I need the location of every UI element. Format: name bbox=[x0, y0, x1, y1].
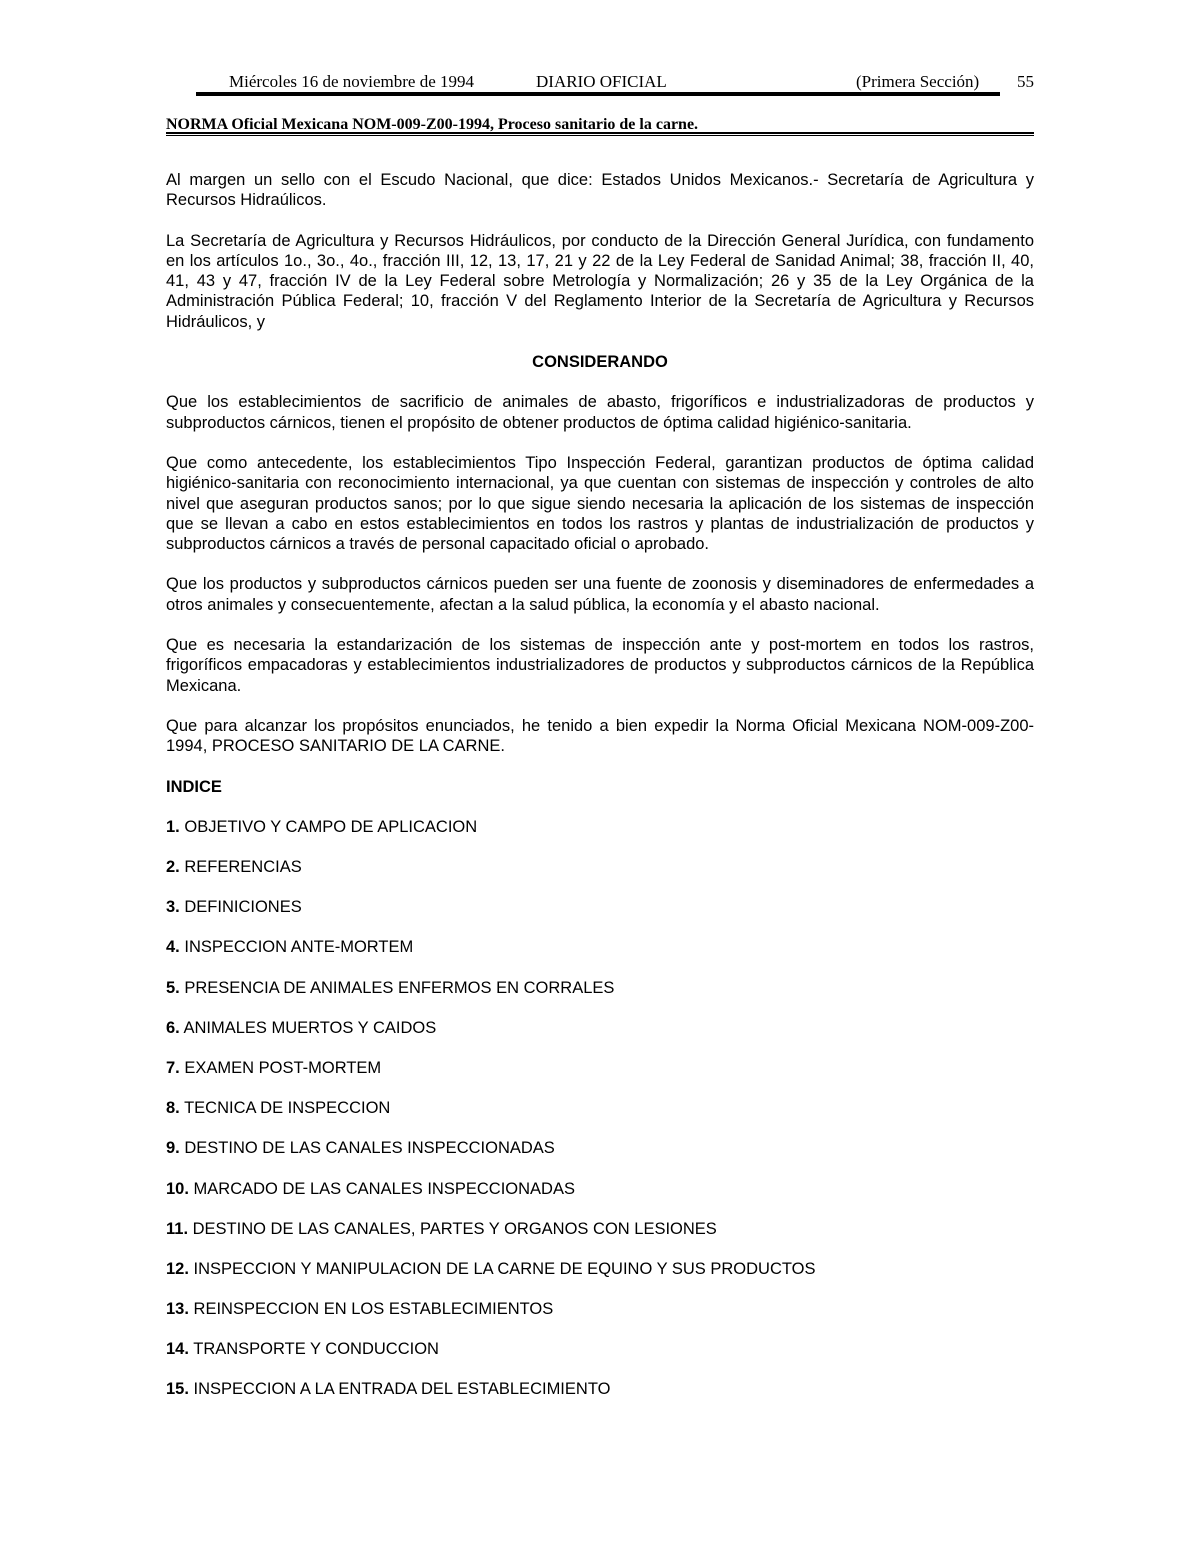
index-item bbox=[166, 1138, 1034, 1158]
index-list bbox=[166, 817, 1034, 1400]
considerando-paragraph: Que como antecedente, los establecimientos Tipo Inspección Federal, garantizan productos de óptima calidad higiénico-sanitaria con reconocimiento internacional, ya que cuentan con sistemas de inspección y controles de alto nivel que aseguran productos sanos; por lo que sigue siendo necesaria la aplicación de los sistemas de inspección que se llevan a cabo en estos establecimientos en todos los rastros y plantas de industrialización de productos y subproductos cárnicos a través de personal capacitado oficial o aprobado. bbox=[166, 453, 1034, 554]
index-item-number: 7. bbox=[166, 1058, 180, 1077]
index-item-number: 5. bbox=[166, 978, 180, 997]
title-rule bbox=[166, 132, 1034, 136]
index-item bbox=[166, 1259, 1034, 1279]
index-item-label: INSPECCION A LA ENTRADA DEL ESTABLECIMIENTO bbox=[193, 1380, 611, 1399]
index-item-label: REFERENCIAS bbox=[184, 858, 302, 877]
considerando-paragraph: Que es necesaria la estandarización de los sistemas de inspección ante y post-mortem en todos los rastros, frigoríficos empacadoras y establecimientos industrializadores de productos y subproductos cárnicos de la República Mexicana. bbox=[166, 636, 1034, 695]
index-item bbox=[166, 1379, 1034, 1399]
considerando-paragraph: Que para alcanzar los propósitos enunciados, he tenido a bien expedir la Norma Oficial Mexicana NOM-009-Z00-1994, PROCESO SANITARIO DE LA CARNE. bbox=[166, 716, 1034, 756]
index-item-label: MARCADO DE LAS CANALES INSPECCIONADAS bbox=[193, 1179, 575, 1198]
index-item-number: 1. bbox=[166, 817, 180, 836]
index-item bbox=[166, 937, 1034, 957]
index-item bbox=[166, 1018, 1034, 1038]
index-item bbox=[166, 978, 1034, 998]
index-item-number: 6. bbox=[166, 1018, 180, 1037]
index-item-label: ANIMALES MUERTOS Y CAIDOS bbox=[183, 1018, 437, 1037]
index-item bbox=[166, 1098, 1034, 1118]
intro-paragraph: La Secretaría de Agricultura y Recursos Hidráulicos, por conducto de la Dirección General Jurídica, con fundamento en los artículos 1o., 3o., 4o., fracción III, 12, 13, 17, 21 y 22 de la Ley Federal de Sanidad Animal; 38, fracción II, 40, 41, 43 y 47, fracción IV de la Ley Federal sobre Metrología y Normalización; 26 y 35 de la Ley Orgánica de la Administración Pública Federal; 10, fracción V del Reglamento Interior de la Secretaría de Agricultura y Recursos Hidráulicos, y bbox=[166, 231, 1034, 331]
index-heading: INDICE bbox=[166, 777, 222, 796]
index-item-number: 4. bbox=[166, 938, 180, 957]
document-body bbox=[166, 170, 1034, 1420]
index-item-label: PRESENCIA DE ANIMALES ENFERMOS EN CORRALES bbox=[184, 978, 615, 997]
index-item-label: TECNICA DE INSPECCION bbox=[184, 1099, 391, 1118]
index-item bbox=[166, 857, 1034, 877]
index-item-number: 10. bbox=[166, 1179, 189, 1198]
running-header bbox=[196, 70, 1034, 94]
index-item-label: DEFINICIONES bbox=[184, 898, 302, 917]
intro-paragraph: Al margen un sello con el Escudo Nacional, que dice: Estados Unidos Mexicanos.- Secretaría de Agricultura y Recursos Hidraúlicos. bbox=[166, 171, 1034, 210]
index-item-label: DESTINO DE LAS CANALES INSPECCIONADAS bbox=[184, 1139, 555, 1158]
index-item-label: REINSPECCION EN LOS ESTABLECIMIENTOS bbox=[193, 1300, 554, 1319]
index-item-label: DESTINO DE LAS CANALES, PARTES Y ORGANOS CON LESIONES bbox=[192, 1219, 717, 1238]
index-item bbox=[166, 897, 1034, 917]
index-item bbox=[166, 817, 1034, 837]
header-section: (Primera Sección) bbox=[856, 72, 980, 91]
index-item-number: 11. bbox=[166, 1219, 189, 1238]
considerando-paragraph: Que los establecimientos de sacrificio de animales de abasto, frigoríficos e industrializadoras de productos y subproductos cárnicos, tienen el propósito de obtener productos de óptima calidad higiénico-sanitaria. bbox=[166, 393, 1034, 432]
header-journal-name: DIARIO OFICIAL bbox=[536, 72, 667, 91]
index-item-label: TRANSPORTE Y CONDUCCION bbox=[193, 1340, 439, 1359]
index-item bbox=[166, 1299, 1034, 1319]
index-item-label: OBJETIVO Y CAMPO DE APLICACION bbox=[184, 817, 478, 836]
index-item-label: EXAMEN POST-MORTEM bbox=[184, 1058, 382, 1077]
index-item-number: 12. bbox=[166, 1259, 189, 1278]
index-item-number: 13. bbox=[166, 1300, 189, 1319]
index-item bbox=[166, 1219, 1034, 1239]
document-title: NORMA Oficial Mexicana NOM-009-Z00-1994, Proceso sanitario de la carne. bbox=[166, 116, 699, 133]
index-item-number: 9. bbox=[166, 1139, 180, 1158]
index-item-number: 8. bbox=[166, 1099, 180, 1118]
index-item bbox=[166, 1339, 1034, 1359]
header-date: Miércoles 16 de noviembre de 1994 bbox=[229, 72, 475, 91]
index-item bbox=[166, 1058, 1034, 1078]
index-item-number: 3. bbox=[166, 898, 180, 917]
index-item-label: INSPECCION Y MANIPULACION DE LA CARNE DE EQUINO Y SUS PRODUCTOS bbox=[193, 1259, 816, 1278]
header-rule bbox=[196, 92, 1000, 96]
index-item-label: INSPECCION ANTE-MORTEM bbox=[184, 938, 414, 957]
index-item-number: 2. bbox=[166, 858, 180, 877]
considerando-heading: CONSIDERANDO bbox=[532, 353, 668, 372]
considerando-paragraph: Que los productos y subproductos cárnicos pueden ser una fuente de zoonosis y diseminadores de enfermedades a otros animales y consecuentemente, afectan a la salud pública, la economía y el abasto nacional. bbox=[166, 575, 1034, 614]
index-item bbox=[166, 1179, 1034, 1199]
index-item-number: 15. bbox=[166, 1380, 189, 1399]
header-page-number: 55 bbox=[1017, 72, 1034, 91]
index-item-number: 14. bbox=[166, 1340, 189, 1359]
